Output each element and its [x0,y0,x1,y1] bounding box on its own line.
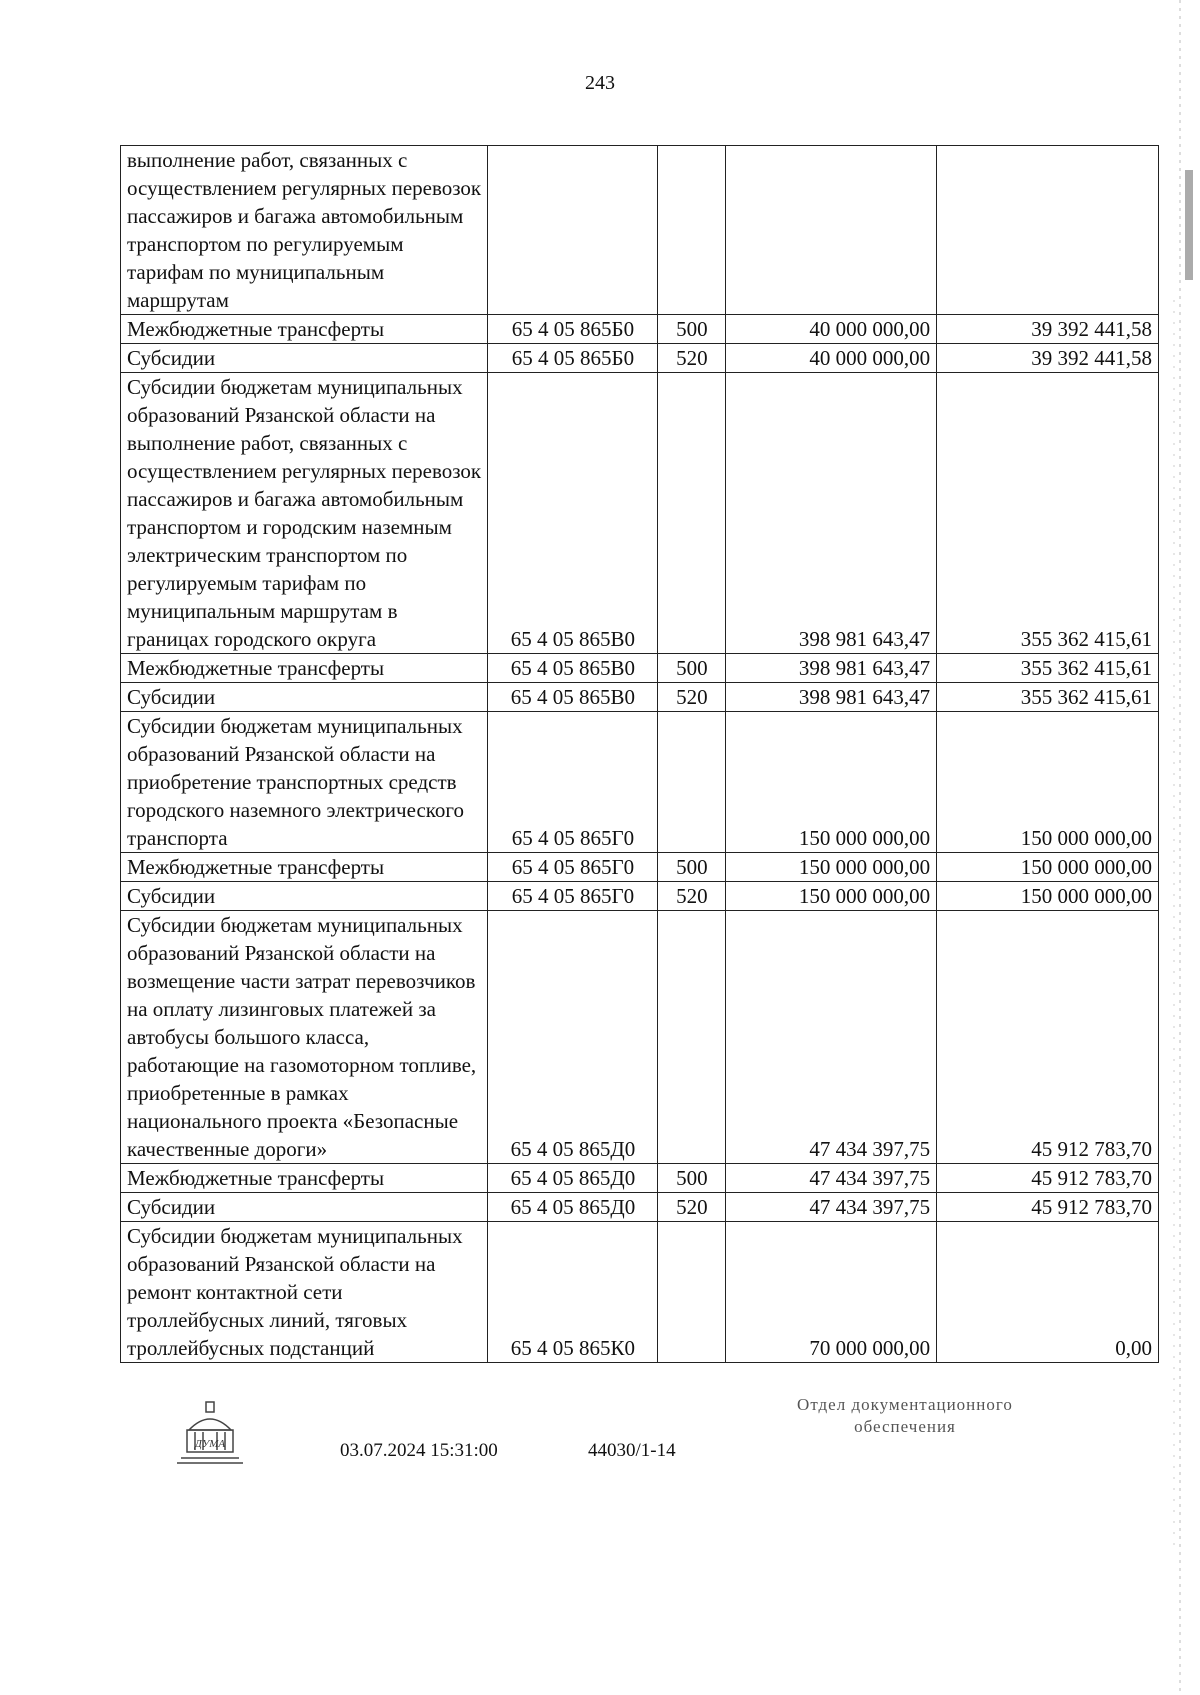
row-vr: 500 [658,1164,726,1193]
row-fact: 355 362 415,61 [937,683,1159,712]
row-code: 65 4 05 865Д0 [488,1193,658,1222]
row-vr [658,373,726,654]
row-code: 65 4 05 865В0 [488,373,658,654]
row-vr: 500 [658,315,726,344]
row-plan: 398 981 643,47 [726,373,937,654]
row-fact [937,146,1159,315]
row-fact: 39 392 441,58 [937,315,1159,344]
table-row [121,712,1159,853]
row-vr [658,712,726,853]
row-code: 65 4 05 865Д0 [488,911,658,1164]
row-name: Субсидии бюджетам муниципальных образований Рязанской области на возмещение части затрат перевозчиков на оплату лизинговых платежей за автобусы большого класса, работающие на газомоторном топливе, приобретенные в рамках национального проекта «Безопасные качественные дороги» [121,911,488,1164]
row-plan: 150 000 000,00 [726,882,937,911]
row-vr: 500 [658,654,726,683]
row-name: выполнение работ, связанных с осуществлением регулярных перевозок пассажиров и багажа автомобильным транспортом по регулируемым тарифам по муниципальным маршрутам [121,146,488,315]
row-name: Субсидии [121,1193,488,1222]
row-plan: 150 000 000,00 [726,853,937,882]
row-fact: 150 000 000,00 [937,882,1159,911]
row-name: Межбюджетные трансферты [121,654,488,683]
row-name: Субсидии [121,882,488,911]
table-row [121,654,1159,683]
row-fact: 45 912 783,70 [937,1193,1159,1222]
table-row [121,1222,1159,1363]
row-name: Межбюджетные трансферты [121,853,488,882]
row-code [488,146,658,315]
table-row [121,344,1159,373]
duma-building-seal-icon [175,1400,245,1470]
row-plan: 398 981 643,47 [726,654,937,683]
row-code: 65 4 05 865К0 [488,1222,658,1363]
row-vr: 500 [658,853,726,882]
footer-reg-number: 44030/1-14 [588,1440,676,1461]
row-plan: 47 434 397,75 [726,1164,937,1193]
row-fact: 45 912 783,70 [937,911,1159,1164]
row-vr [658,1222,726,1363]
row-fact: 45 912 783,70 [937,1164,1159,1193]
table-row [121,683,1159,712]
row-vr: 520 [658,1193,726,1222]
table-row [121,146,1159,315]
row-fact: 0,00 [937,1222,1159,1363]
row-fact: 150 000 000,00 [937,712,1159,853]
row-vr [658,911,726,1164]
row-plan: 150 000 000,00 [726,712,937,853]
row-fact: 39 392 441,58 [937,344,1159,373]
row-code: 65 4 05 865В0 [488,683,658,712]
row-code: 65 4 05 865Д0 [488,1164,658,1193]
row-name: Межбюджетные трансферты [121,1164,488,1193]
table-row [121,1164,1159,1193]
row-fact: 355 362 415,61 [937,654,1159,683]
seal-text: ДУМА [194,1438,226,1450]
department-stamp [775,1394,1035,1438]
footer-datetime: 03.07.2024 15:31:00 [340,1440,498,1461]
row-name: Субсидии бюджетам муниципальных образований Рязанской области на ремонт контактной сети троллейбусных линий, тяговых троллейбусных подстанций [121,1222,488,1363]
row-code: 65 4 05 865Г0 [488,712,658,853]
row-plan: 47 434 397,75 [726,1193,937,1222]
row-code: 65 4 05 865Б0 [488,315,658,344]
row-code: 65 4 05 865В0 [488,654,658,683]
row-plan: 47 434 397,75 [726,911,937,1164]
table-row [121,853,1159,882]
row-plan: 398 981 643,47 [726,683,937,712]
row-plan [726,146,937,315]
row-plan: 40 000 000,00 [726,344,937,373]
row-vr: 520 [658,344,726,373]
row-name: Субсидии бюджетам муниципальных образований Рязанской области на выполнение работ, связанных с осуществлением регулярных перевозок пассажиров и багажа автомобильным транспортом и городским наземным электрическим транспортом по регулируемым тарифам по муниципальным маршрутам в границах городского округа [121,373,488,654]
row-code: 65 4 05 865Б0 [488,344,658,373]
table-row [121,1193,1159,1222]
table-row [121,911,1159,1164]
row-vr: 520 [658,683,726,712]
row-code: 65 4 05 865Г0 [488,853,658,882]
row-code: 65 4 05 865Г0 [488,882,658,911]
row-fact: 355 362 415,61 [937,373,1159,654]
department-line2: обеспечения [854,1417,956,1436]
row-fact: 150 000 000,00 [937,853,1159,882]
row-plan: 40 000 000,00 [726,315,937,344]
budget-table [120,145,1159,1363]
row-name: Субсидии [121,344,488,373]
table-row [121,315,1159,344]
row-name: Субсидии бюджетам муниципальных образований Рязанской области на приобретение транспортных средств городского наземного электрического транспорта [121,712,488,853]
row-name: Субсидии [121,683,488,712]
table-row [121,882,1159,911]
row-vr: 520 [658,882,726,911]
row-vr [658,146,726,315]
row-name: Межбюджетные трансферты [121,315,488,344]
department-line1: Отдел документационного [797,1395,1013,1414]
scan-edge-artifact [1160,0,1200,1695]
page-number: 243 [585,72,615,94]
table-row [121,373,1159,654]
row-plan: 70 000 000,00 [726,1222,937,1363]
